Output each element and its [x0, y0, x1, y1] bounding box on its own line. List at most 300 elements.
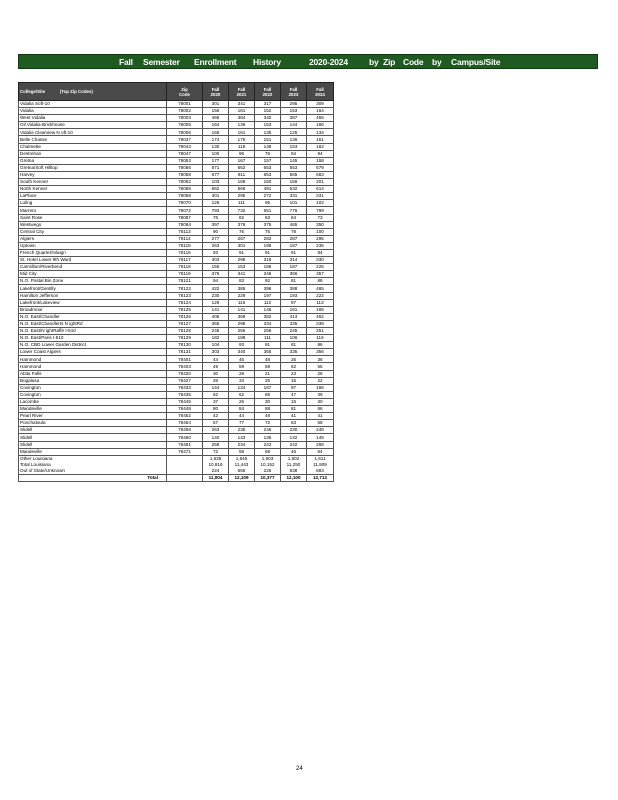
site-name-cell: Mandeville — [19, 406, 167, 413]
enrollment-value-cell: 153 — [281, 108, 307, 115]
enrollment-value-cell: 44 — [229, 413, 255, 420]
table-row — [19, 413, 334, 420]
zip-code-cell: 78121 — [167, 278, 203, 285]
enrollment-value-cell: 187 — [281, 264, 307, 271]
site-name-cell: Total Louisiana — [19, 462, 167, 468]
enrollment-value-cell: 245 — [203, 328, 229, 335]
zip-code-cell: 78056 — [167, 164, 203, 171]
enrollment-value-cell: 677 — [203, 171, 229, 178]
enrollment-value-cell: 387 — [281, 115, 307, 122]
enrollment-value-cell: 152 — [255, 108, 281, 115]
enrollment-value-cell: 301 — [203, 101, 229, 108]
enrollment-value-cell: 263 — [203, 427, 229, 434]
enrollment-value-cell: 164 — [307, 108, 334, 115]
enrollment-value-cell: 93 — [203, 249, 229, 256]
enrollment-value-cell: 96 — [307, 342, 334, 349]
enrollment-value-cell: 22 — [307, 377, 334, 384]
enrollment-value-cell: 248 — [307, 427, 334, 434]
enrollment-value-cell: 136 — [229, 122, 255, 129]
enrollment-value-cell: 141 — [229, 306, 255, 313]
enrollment-value-cell: 224 — [203, 468, 229, 475]
enrollment-value-cell: 176 — [229, 136, 255, 143]
zip-code-header: Zip Code — [167, 83, 203, 101]
enrollment-value-cell: 15 — [281, 377, 307, 384]
site-name-cell: Luling — [19, 200, 167, 207]
site-name-cell: Uptown — [19, 242, 167, 249]
site-name-cell: Covington — [19, 391, 167, 398]
table-row — [19, 249, 334, 256]
enrollment-value-cell: 64 — [307, 448, 334, 455]
site-name-cell: Covington — [19, 384, 167, 391]
enrollment-value-cell: 268 — [307, 441, 334, 448]
enrollment-value-cell: 63 — [281, 420, 307, 427]
zip-code-cell: 78122 — [167, 285, 203, 292]
zip-code-cell: 78114 — [167, 235, 203, 242]
enrollment-value-cell: 30 — [255, 398, 281, 405]
enrollment-value-cell: 97 — [281, 384, 307, 391]
table-row — [19, 235, 334, 242]
zip-code-cell — [167, 468, 203, 475]
enrollment-value-cell: 63 — [255, 214, 281, 221]
zip-code-cell: 78094 — [167, 221, 203, 228]
enrollment-value-cell: 59 — [255, 363, 281, 370]
enrollment-value-cell: 174 — [203, 136, 229, 143]
enrollment-value-cell: 466 — [203, 115, 229, 122]
enrollment-value-cell: 341 — [229, 271, 255, 278]
enrollment-value-cell: 26 — [229, 398, 255, 405]
enrollment-value-cell: 229 — [229, 292, 255, 299]
enrollment-value-cell: 365 — [255, 349, 281, 356]
enrollment-value-cell: 11,909 — [307, 462, 334, 468]
zip-code-cell: 78065 — [167, 186, 203, 193]
enrollment-value-cell: 76 — [255, 150, 281, 157]
enrollment-value-cell: 148 — [255, 143, 281, 150]
enrollment-value-cell: 23 — [281, 370, 307, 377]
enrollment-value-cell: 455 — [307, 115, 334, 122]
zip-code-cell: 78072 — [167, 207, 203, 214]
enrollment-value-cell: 157 — [255, 157, 281, 164]
enrollment-value-cell: 62 — [281, 363, 307, 370]
enrollment-value-cell: 413 — [281, 313, 307, 320]
enrollment-value-cell: 583 — [307, 171, 334, 178]
table-row — [19, 179, 334, 186]
zip-code-cell: 78130 — [167, 342, 203, 349]
enrollment-value-cell: 396 — [255, 285, 281, 292]
enrollment-value-cell: 287 — [281, 235, 307, 242]
enrollment-value-cell: 145 — [281, 157, 307, 164]
enrollment-value-cell: 75 — [255, 228, 281, 235]
enrollment-value-cell: 36 — [307, 356, 334, 363]
site-name-cell: French Quarter/Ivlaign — [19, 249, 167, 256]
enrollment-value-cell: 21 — [255, 370, 281, 377]
enrollment-value-cell: 153 — [281, 143, 307, 150]
enrollment-value-cell: 129 — [203, 299, 229, 306]
enrollment-value-cell: 350 — [307, 221, 334, 228]
enrollment-value-cell: 357 — [307, 271, 334, 278]
enrollment-value-cell: 491 — [255, 186, 281, 193]
table-row — [19, 193, 334, 200]
enrollment-value-cell: 197 — [255, 292, 281, 299]
table-row — [19, 171, 334, 178]
site-name-cell: Harvey — [19, 171, 167, 178]
table-row — [19, 157, 334, 164]
table-row — [19, 242, 334, 249]
enrollment-value-cell: 67 — [203, 420, 229, 427]
banner-word: Enrollment — [194, 56, 237, 67]
enrollment-value-cell: 135 — [255, 434, 281, 441]
enrollment-value-cell: 653 — [255, 164, 281, 171]
enrollment-value-cell: 81 — [281, 342, 307, 349]
enrollment-value-cell: 76 — [229, 228, 255, 235]
enrollment-value-cell: 73 — [307, 214, 334, 221]
enrollment-value-cell: 246 — [255, 427, 281, 434]
enrollment-value-cell: 30 — [203, 370, 229, 377]
table-row — [19, 363, 334, 370]
enrollment-value-cell: 91 — [255, 342, 281, 349]
table-row — [19, 349, 334, 356]
zip-code-cell: 78118 — [167, 264, 203, 271]
enrollment-value-cell: 230 — [203, 292, 229, 299]
site-name-cell: N.O. East/Paris I-510 — [19, 335, 167, 342]
enrollment-value-cell: 55 — [307, 363, 334, 370]
site-name-cell: Hamilton Jefferson — [19, 292, 167, 299]
enrollment-value-cell: 112 — [255, 299, 281, 306]
enrollment-value-cell: 96 — [229, 150, 255, 157]
site-name-cell: Destrehan — [19, 150, 167, 157]
zip-code-cell: 78427 — [167, 377, 203, 384]
enrollment-value-cell: 72 — [203, 448, 229, 455]
enrollment-value-cell: 149 — [307, 434, 334, 441]
enrollment-value-cell: 39 — [307, 391, 334, 398]
enrollment-value-cell: 94 — [307, 150, 334, 157]
enrollment-value-cell: 91 — [281, 249, 307, 256]
enrollment-value-cell: 144 — [281, 122, 307, 129]
enrollment-value-cell: 165 — [307, 306, 334, 313]
table-row — [19, 221, 334, 228]
site-name-cell: Vidalia Soft-10 — [19, 101, 167, 108]
site-name-cell: Mandeville — [19, 448, 167, 455]
enrollment-value-cell: 91 — [255, 249, 281, 256]
site-name-cell: N.O. East/Chandler — [19, 313, 167, 320]
enrollment-value-cell: 298 — [229, 257, 255, 264]
enrollment-value-cell: 465 — [281, 221, 307, 228]
enrollment-value-cell: 388 — [281, 285, 307, 292]
enrollment-value-cell: 30 — [307, 398, 334, 405]
enrollment-value-cell: 10,152 — [255, 462, 281, 468]
enrollment-value-cell: 103 — [203, 179, 229, 186]
site-name-cell: Slidell — [19, 434, 167, 441]
zip-code-cell: 78471 — [167, 448, 203, 455]
enrollment-table — [18, 82, 334, 482]
enrollment-value-cell: 44 — [203, 356, 229, 363]
site-name-cell: South Kenner — [19, 179, 167, 186]
enrollment-value-cell: 11,443 — [229, 462, 255, 468]
enrollment-value-cell: 356 — [307, 349, 334, 356]
enrollment-value-cell: 335 — [281, 349, 307, 356]
enrollment-value-cell: 167 — [255, 384, 281, 391]
site-name-cell: Hammond — [19, 363, 167, 370]
enrollment-value-cell: 88 — [307, 278, 334, 285]
enrollment-value-cell: 382 — [255, 313, 281, 320]
zip-code-cell: 78445 — [167, 398, 203, 405]
enrollment-value-cell: 397 — [203, 221, 229, 228]
banner-word: Fall — [119, 56, 133, 67]
enrollment-value-cell: 62 — [203, 391, 229, 398]
enrollment-value-cell: 295 — [229, 193, 255, 200]
zip-code-cell: 78068 — [167, 193, 203, 200]
enrollment-value-cell: 161 — [229, 108, 255, 115]
site-name-cell: Lakefront/Lakeview — [19, 299, 167, 306]
enrollment-value-cell: 1,602 — [281, 455, 307, 462]
table-row — [19, 129, 334, 136]
table-row — [19, 420, 334, 427]
enrollment-value-cell: 182 — [203, 335, 229, 342]
enrollment-value-cell: 317 — [255, 101, 281, 108]
enrollment-value-cell: 104 — [203, 342, 229, 349]
enrollment-value-cell: 295 — [281, 101, 307, 108]
enrollment-value-cell: 662 — [203, 186, 229, 193]
table-row — [19, 299, 334, 306]
enrollment-value-cell: 341 — [229, 101, 255, 108]
enrollment-value-cell: 166 — [203, 129, 229, 136]
enrollment-value-cell: 243 — [255, 441, 281, 448]
enrollment-value-cell: 532 — [281, 186, 307, 193]
enrollment-value-cell: 161 — [281, 306, 307, 313]
zip-code-cell: 78062 — [167, 179, 203, 186]
enrollment-value-cell: 93 — [229, 342, 255, 349]
table-row — [19, 328, 334, 335]
summary-row — [19, 468, 334, 475]
enrollment-value-cell: 97 — [281, 299, 307, 306]
banner-word: by — [432, 56, 442, 67]
zip-code-cell: 78401 — [167, 356, 203, 363]
zip-code-cell: 78047 — [167, 150, 203, 157]
table-row — [19, 214, 334, 221]
enrollment-value-cell: 153 — [255, 122, 281, 129]
table-row — [19, 264, 334, 271]
enrollment-value-cell: 298 — [229, 320, 255, 327]
enrollment-value-cell: 132 — [281, 434, 307, 441]
table-row — [19, 122, 334, 129]
site-name-cell: Gretna — [19, 157, 167, 164]
enrollment-value-cell: 59 — [229, 363, 255, 370]
zip-code-cell: 78128 — [167, 328, 203, 335]
enrollment-value-cell: 384 — [229, 115, 255, 122]
zip-code-cell: 78461 — [167, 441, 203, 448]
enrollment-value-cell: 46 — [281, 448, 307, 455]
enrollment-value-cell: 331 — [281, 193, 307, 200]
banner-word: Zip — [383, 56, 396, 67]
enrollment-value-cell: 614 — [307, 186, 334, 193]
zip-code-cell: 78127 — [167, 320, 203, 327]
enrollment-value-cell: 68 — [307, 420, 334, 427]
enrollment-value-cell: 1,611 — [307, 455, 334, 462]
college-site-header: College/Site (Top Zip Codes) — [19, 83, 167, 101]
enrollment-value-cell: 340 — [255, 115, 281, 122]
enrollment-value-cell: 83 — [229, 278, 255, 285]
enrollment-value-cell: 303 — [203, 349, 229, 356]
fall-2024-header: Fall 2024 — [307, 83, 334, 101]
site-name-cell: Hammond — [19, 356, 167, 363]
table-row — [19, 448, 334, 455]
site-name-cell: Bogalusa — [19, 377, 167, 384]
enrollment-value-cell: 26 — [281, 356, 307, 363]
enrollment-value-cell: 113 — [307, 299, 334, 306]
table-row — [19, 285, 334, 292]
table-row — [19, 164, 334, 171]
zip-code-cell: 78131 — [167, 349, 203, 356]
enrollment-value-cell: 375 — [255, 221, 281, 228]
enrollment-value-cell: 465 — [307, 285, 334, 292]
table-row — [19, 313, 334, 320]
table-row — [19, 370, 334, 377]
table-row — [19, 150, 334, 157]
enrollment-value-cell: 119 — [229, 143, 255, 150]
site-name-cell: Marrero — [19, 207, 167, 214]
enrollment-value-cell: 272 — [255, 193, 281, 200]
zip-code-cell: 78070 — [167, 200, 203, 207]
enrollment-value-cell: 160 — [255, 179, 281, 186]
site-name-cell: Central City — [19, 228, 167, 235]
enrollment-value-cell: 151 — [255, 136, 281, 143]
summary-row — [19, 455, 334, 462]
table-row — [19, 257, 334, 264]
enrollment-value-cell: 116 — [229, 299, 255, 306]
enrollment-value-cell: 10,816 — [203, 462, 229, 468]
page-number: 24 — [296, 766, 303, 772]
zip-code-cell: 78037 — [167, 136, 203, 143]
zip-code-cell: 78058 — [167, 171, 203, 178]
enrollment-value-cell: 41 — [281, 413, 307, 420]
enrollment-value-cell: 58 — [229, 448, 255, 455]
enrollment-value-cell: 156 — [281, 179, 307, 186]
zip-code-cell: 78117 — [167, 257, 203, 264]
enrollment-value-cell: 141 — [203, 306, 229, 313]
enrollment-value-cell: 301 — [203, 193, 229, 200]
table-row — [19, 342, 334, 349]
zip-code-cell: 78448 — [167, 406, 203, 413]
zip-code-cell: 78454 — [167, 420, 203, 427]
enrollment-value-cell: 267 — [229, 235, 255, 242]
zip-code-cell: 78403 — [167, 363, 203, 370]
enrollment-value-cell: 77 — [229, 420, 255, 427]
table-row — [19, 306, 334, 313]
zip-code-cell: 78113 — [167, 228, 203, 235]
enrollment-value-cell: 838 — [281, 468, 307, 475]
enrollment-value-cell: 251 — [307, 328, 334, 335]
enrollment-value-cell: 651 — [255, 207, 281, 214]
enrollment-value-cell: 883 — [307, 468, 334, 475]
table-row — [19, 335, 334, 342]
enrollment-value-cell: 230 — [281, 427, 307, 434]
enrollment-value-cell: 198 — [255, 242, 281, 249]
enrollment-value-cell: 47 — [281, 391, 307, 398]
enrollment-value-cell: 95 — [255, 200, 281, 207]
table-row — [19, 292, 334, 299]
enrollment-value-cell: 186 — [255, 264, 281, 271]
enrollment-value-cell: 42 — [203, 413, 229, 420]
enrollment-value-cell: 65 — [255, 391, 281, 398]
zip-code-cell — [167, 455, 203, 462]
enrollment-value-cell: 245 — [281, 328, 307, 335]
zip-code-cell: 78460 — [167, 434, 203, 441]
enrollment-value-cell: 33 — [229, 377, 255, 384]
enrollment-value-cell: 162 — [307, 143, 334, 150]
table-row — [19, 115, 334, 122]
site-name-cell: North Kenner — [19, 186, 167, 193]
enrollment-value-cell: 48 — [255, 356, 281, 363]
enrollment-value-cell: 301 — [229, 242, 255, 249]
site-name-cell: West Vidalia — [19, 115, 167, 122]
table-row — [19, 228, 334, 235]
table-row — [19, 271, 334, 278]
table-row — [19, 434, 334, 441]
table-row — [19, 320, 334, 327]
enrollment-value-cell: 258 — [203, 441, 229, 448]
enrollment-value-cell: 314 — [281, 257, 307, 264]
enrollment-value-cell: 135 — [255, 129, 281, 136]
enrollment-value-cell: 26 — [203, 377, 229, 384]
enrollment-value-cell: 64 — [281, 214, 307, 221]
enrollment-value-cell: 143 — [229, 434, 255, 441]
table-row — [19, 278, 334, 285]
enrollment-value-cell: 422 — [203, 285, 229, 292]
enrollment-value-cell: 235 — [307, 242, 334, 249]
enrollment-value-cell: 94 — [203, 278, 229, 285]
enrollment-value-cell: 653 — [255, 171, 281, 178]
enrollment-value-cell: 365 — [203, 320, 229, 327]
enrollment-value-cell: 144 — [203, 384, 229, 391]
site-name-cell: Gretna/Soft Hilltop — [19, 164, 167, 171]
enrollment-value-cell: 140 — [203, 434, 229, 441]
enrollment-value-cell: 169 — [229, 179, 255, 186]
fall-2020-header: Fall 2020 — [203, 83, 229, 101]
enrollment-value-cell: 177 — [203, 157, 229, 164]
enrollment-value-cell: 92 — [255, 278, 281, 285]
enrollment-value-cell: 1,645 — [229, 455, 255, 462]
enrollment-value-cell: 799 — [307, 207, 334, 214]
enrollment-value-cell: 28 — [307, 370, 334, 377]
enrollment-value-cell: 161 — [229, 129, 255, 136]
banner-word: History — [253, 56, 281, 67]
table-row — [19, 427, 334, 434]
enrollment-value-cell: 346 — [255, 271, 281, 278]
enrollment-value-cell: 793 — [203, 207, 229, 214]
enrollment-value-cell: 46 — [229, 356, 255, 363]
enrollment-value-cell: 295 — [307, 235, 334, 242]
enrollment-value-cell: 263 — [203, 242, 229, 249]
enrollment-value-cell: 235 — [229, 427, 255, 434]
zip-code-cell: 78125 — [167, 306, 203, 313]
enrollment-value-cell: 316 — [255, 257, 281, 264]
enrollment-value-cell: 102 — [307, 200, 334, 207]
table-row — [19, 356, 334, 363]
zip-code-cell: 78435 — [167, 391, 203, 398]
zip-code-cell: 78001 — [167, 101, 203, 108]
site-name-cell: N.O. East/N ightRaffe I-510 — [19, 328, 167, 335]
enrollment-value-cell: 277 — [203, 235, 229, 242]
site-name-cell: Saint Rose — [19, 214, 167, 221]
site-name-cell: Out of State/Unknown — [19, 468, 167, 475]
site-name-cell: Lacombe — [19, 398, 167, 405]
table-row — [19, 391, 334, 398]
site-name-cell: Vidalia — [19, 108, 167, 115]
enrollment-value-cell: 100 — [307, 228, 334, 235]
enrollment-value-cell: 652 — [229, 164, 255, 171]
enrollment-value-cell: 164 — [203, 122, 229, 129]
site-name-cell: Algiers — [19, 235, 167, 242]
enrollment-value-cell: 12,100 — [281, 474, 307, 481]
